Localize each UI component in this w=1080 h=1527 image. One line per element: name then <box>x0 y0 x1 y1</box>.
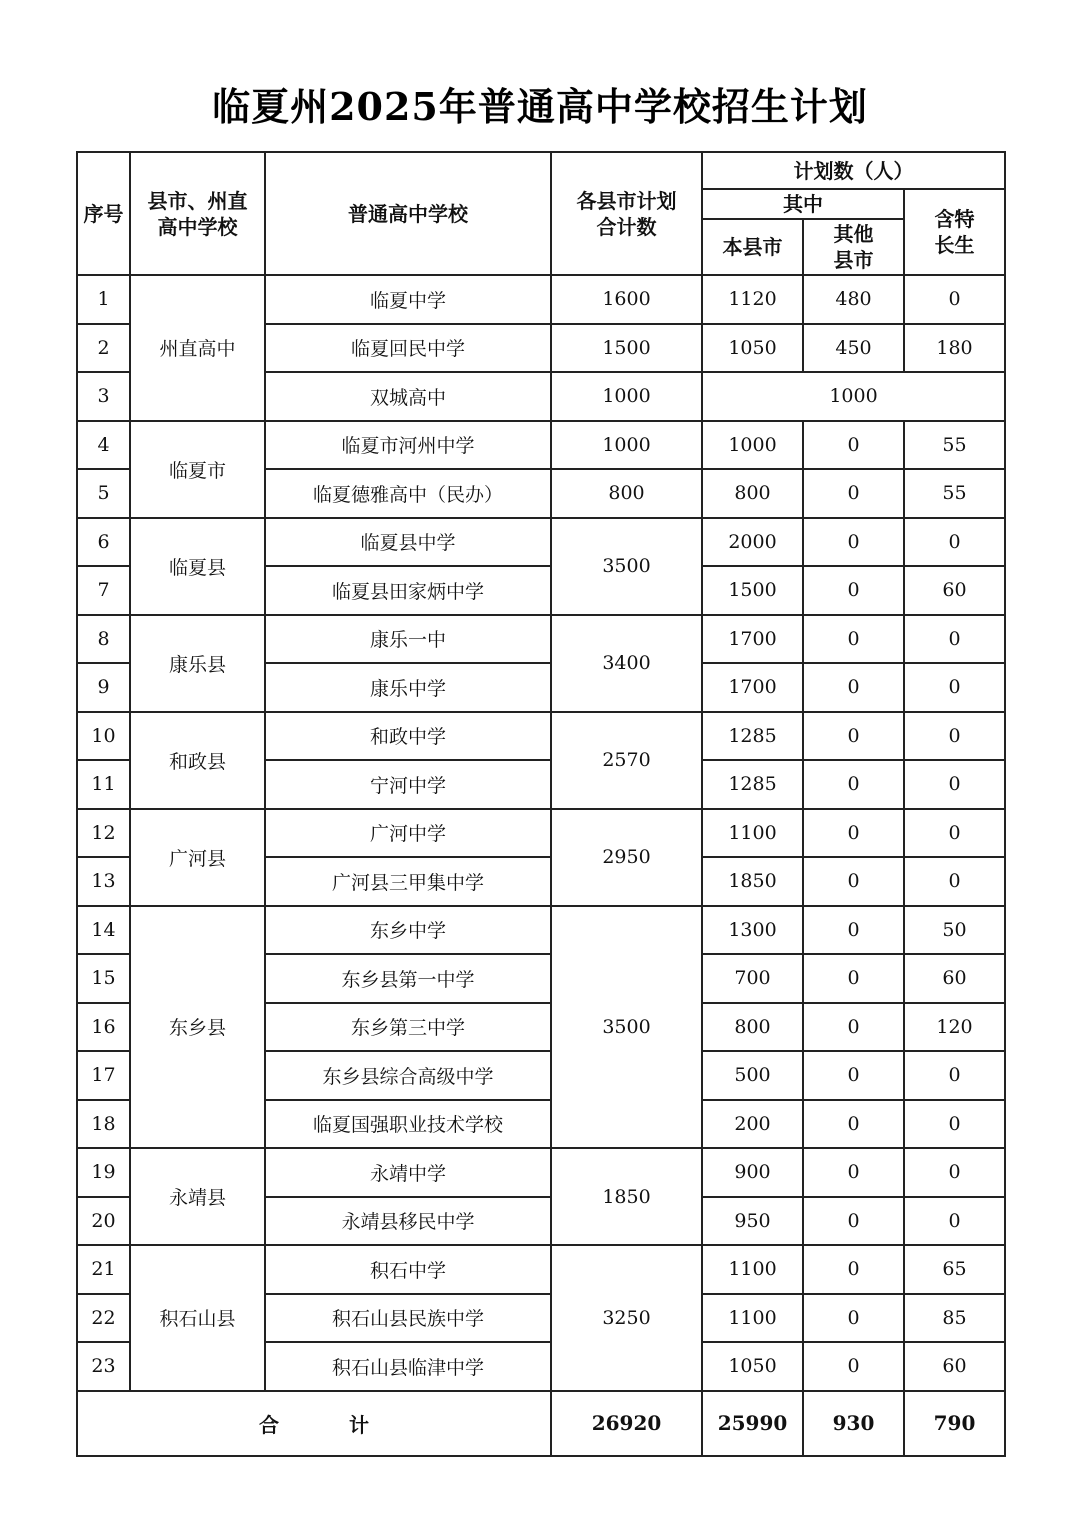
row-index: 15 <box>77 954 130 1003</box>
county-cell: 康乐县 <box>130 615 265 712</box>
row-index: 9 <box>77 663 130 712</box>
special-cell: 50 <box>904 906 1005 955</box>
total-local-cell: 25990 <box>702 1391 803 1456</box>
local-cell: 1100 <box>702 1245 803 1294</box>
total-label: 合 计 <box>77 1391 551 1456</box>
header-county-total: 各县市计划 合计数 <box>551 152 702 275</box>
special-cell: 55 <box>904 469 1005 518</box>
row-index: 20 <box>77 1197 130 1246</box>
other-cell: 0 <box>803 421 904 470</box>
school-cell: 临夏县田家炳中学 <box>265 566 551 615</box>
school-cell: 和政中学 <box>265 712 551 761</box>
local-cell: 1500 <box>702 566 803 615</box>
special-cell: 0 <box>904 275 1005 324</box>
special-cell: 0 <box>904 809 1005 858</box>
header-index: 序号 <box>77 152 130 275</box>
county-total-cell: 3250 <box>551 1245 702 1391</box>
other-cell: 0 <box>803 1294 904 1343</box>
special-cell: 85 <box>904 1294 1005 1343</box>
table-body <box>77 275 1005 1391</box>
special-cell: 60 <box>904 566 1005 615</box>
special-cell: 0 <box>904 857 1005 906</box>
other-cell: 0 <box>803 566 904 615</box>
local-cell: 1050 <box>702 324 803 373</box>
merged-plan-cell: 1000 <box>702 372 1005 421</box>
row-index: 6 <box>77 518 130 567</box>
school-cell: 积石中学 <box>265 1245 551 1294</box>
special-cell: 0 <box>904 760 1005 809</box>
total-special-cell: 790 <box>904 1391 1005 1456</box>
school-cell: 康乐中学 <box>265 663 551 712</box>
school-cell: 临夏市河州中学 <box>265 421 551 470</box>
other-cell: 0 <box>803 615 904 664</box>
row-index: 8 <box>77 615 130 664</box>
table-row <box>77 615 1005 664</box>
other-cell: 0 <box>803 518 904 567</box>
table-row <box>77 421 1005 470</box>
school-cell: 宁河中学 <box>265 760 551 809</box>
row-index: 16 <box>77 1003 130 1052</box>
row-index: 4 <box>77 421 130 470</box>
local-cell: 1120 <box>702 275 803 324</box>
enrollment-plan-table <box>76 151 1006 1457</box>
row-index: 12 <box>77 809 130 858</box>
county-total-cell: 1850 <box>551 1148 702 1245</box>
header-special: 含特 长生 <box>904 189 1005 275</box>
county-total-cell: 3500 <box>551 906 702 1149</box>
special-cell: 180 <box>904 324 1005 373</box>
special-cell: 0 <box>904 1100 1005 1149</box>
grand-total-cell: 26920 <box>551 1391 702 1456</box>
row-index: 1 <box>77 275 130 324</box>
special-cell: 0 <box>904 1197 1005 1246</box>
county-total-cell: 1000 <box>551 421 702 470</box>
special-cell: 120 <box>904 1003 1005 1052</box>
local-cell: 950 <box>702 1197 803 1246</box>
local-cell: 1285 <box>702 712 803 761</box>
header-plan: 计划数（人） <box>702 152 1005 189</box>
other-cell: 0 <box>803 809 904 858</box>
local-cell: 1100 <box>702 1294 803 1343</box>
table-footer <box>77 1391 1005 1456</box>
table-row <box>77 518 1005 567</box>
county-total-cell: 2570 <box>551 712 702 809</box>
total-row <box>77 1391 1005 1456</box>
header-local: 本县市 <box>702 219 803 275</box>
table-row <box>77 1148 1005 1197</box>
other-cell: 0 <box>803 712 904 761</box>
row-index: 21 <box>77 1245 130 1294</box>
county-total-cell: 3500 <box>551 518 702 615</box>
school-cell: 东乡县第一中学 <box>265 954 551 1003</box>
special-cell: 65 <box>904 1245 1005 1294</box>
other-cell: 0 <box>803 1245 904 1294</box>
local-cell: 1300 <box>702 906 803 955</box>
other-cell: 0 <box>803 663 904 712</box>
school-cell: 积石山县民族中学 <box>265 1294 551 1343</box>
school-cell: 临夏国强职业技术学校 <box>265 1100 551 1149</box>
special-cell: 60 <box>904 1342 1005 1391</box>
total-other-cell: 930 <box>803 1391 904 1456</box>
school-cell: 东乡县综合高级中学 <box>265 1051 551 1100</box>
row-index: 14 <box>77 906 130 955</box>
row-index: 17 <box>77 1051 130 1100</box>
other-cell: 0 <box>803 906 904 955</box>
school-cell: 临夏中学 <box>265 275 551 324</box>
special-cell: 0 <box>904 615 1005 664</box>
other-cell: 0 <box>803 1148 904 1197</box>
county-cell: 和政县 <box>130 712 265 809</box>
other-cell: 0 <box>803 1003 904 1052</box>
other-cell: 0 <box>803 857 904 906</box>
local-cell: 1700 <box>702 663 803 712</box>
local-cell: 800 <box>702 469 803 518</box>
local-cell: 1700 <box>702 615 803 664</box>
local-cell: 900 <box>702 1148 803 1197</box>
county-cell: 广河县 <box>130 809 265 906</box>
county-cell: 州直高中 <box>130 275 265 421</box>
school-cell: 双城高中 <box>265 372 551 421</box>
school-cell: 康乐一中 <box>265 615 551 664</box>
row-index: 13 <box>77 857 130 906</box>
header-county: 县市、州直 高中学校 <box>130 152 265 275</box>
local-cell: 2000 <box>702 518 803 567</box>
school-cell: 永靖中学 <box>265 1148 551 1197</box>
header-other: 其他 县市 <box>803 219 904 275</box>
local-cell: 700 <box>702 954 803 1003</box>
local-cell: 1100 <box>702 809 803 858</box>
other-cell: 0 <box>803 1342 904 1391</box>
row-index: 18 <box>77 1100 130 1149</box>
row-index: 2 <box>77 324 130 373</box>
special-cell: 60 <box>904 954 1005 1003</box>
county-total-cell: 2950 <box>551 809 702 906</box>
school-cell: 广河县三甲集中学 <box>265 857 551 906</box>
local-cell: 1000 <box>702 421 803 470</box>
county-cell: 东乡县 <box>130 906 265 1149</box>
header-school: 普通高中学校 <box>265 152 551 275</box>
special-cell: 55 <box>904 421 1005 470</box>
other-cell: 0 <box>803 1100 904 1149</box>
other-cell: 0 <box>803 954 904 1003</box>
other-cell: 480 <box>803 275 904 324</box>
local-cell: 200 <box>702 1100 803 1149</box>
header-among: 其中 <box>702 189 904 219</box>
county-cell: 永靖县 <box>130 1148 265 1245</box>
special-cell: 0 <box>904 663 1005 712</box>
school-cell: 临夏县中学 <box>265 518 551 567</box>
school-cell: 临夏回民中学 <box>265 324 551 373</box>
county-cell: 临夏市 <box>130 421 265 518</box>
other-cell: 0 <box>803 1197 904 1246</box>
county-cell: 临夏县 <box>130 518 265 615</box>
county-total-cell: 800 <box>551 469 702 518</box>
county-cell: 积石山县 <box>130 1245 265 1391</box>
other-cell: 0 <box>803 760 904 809</box>
school-cell: 积石山县临津中学 <box>265 1342 551 1391</box>
school-cell: 广河中学 <box>265 809 551 858</box>
table-row <box>77 1245 1005 1294</box>
special-cell: 0 <box>904 518 1005 567</box>
school-cell: 永靖县移民中学 <box>265 1197 551 1246</box>
row-index: 3 <box>77 372 130 421</box>
table-header <box>77 152 1005 275</box>
page-title: 临夏州2025年普通高中学校招生计划 <box>212 84 868 129</box>
table-row <box>77 275 1005 324</box>
local-cell: 1285 <box>702 760 803 809</box>
row-index: 19 <box>77 1148 130 1197</box>
school-cell: 临夏德雅高中（民办） <box>265 469 551 518</box>
other-cell: 0 <box>803 469 904 518</box>
local-cell: 800 <box>702 1003 803 1052</box>
local-cell: 1850 <box>702 857 803 906</box>
county-total-cell: 1000 <box>551 372 702 421</box>
row-index: 23 <box>77 1342 130 1391</box>
row-index: 5 <box>77 469 130 518</box>
other-cell: 450 <box>803 324 904 373</box>
table-row <box>77 906 1005 955</box>
special-cell: 0 <box>904 712 1005 761</box>
special-cell: 0 <box>904 1051 1005 1100</box>
county-total-cell: 1500 <box>551 324 702 373</box>
other-cell: 0 <box>803 1051 904 1100</box>
table-row <box>77 809 1005 858</box>
row-index: 7 <box>77 566 130 615</box>
school-cell: 东乡第三中学 <box>265 1003 551 1052</box>
row-index: 11 <box>77 760 130 809</box>
county-total-cell: 1600 <box>551 275 702 324</box>
county-total-cell: 3400 <box>551 615 702 712</box>
local-cell: 1050 <box>702 1342 803 1391</box>
row-index: 22 <box>77 1294 130 1343</box>
special-cell: 0 <box>904 1148 1005 1197</box>
school-cell: 东乡中学 <box>265 906 551 955</box>
row-index: 10 <box>77 712 130 761</box>
local-cell: 500 <box>702 1051 803 1100</box>
table-row <box>77 712 1005 761</box>
